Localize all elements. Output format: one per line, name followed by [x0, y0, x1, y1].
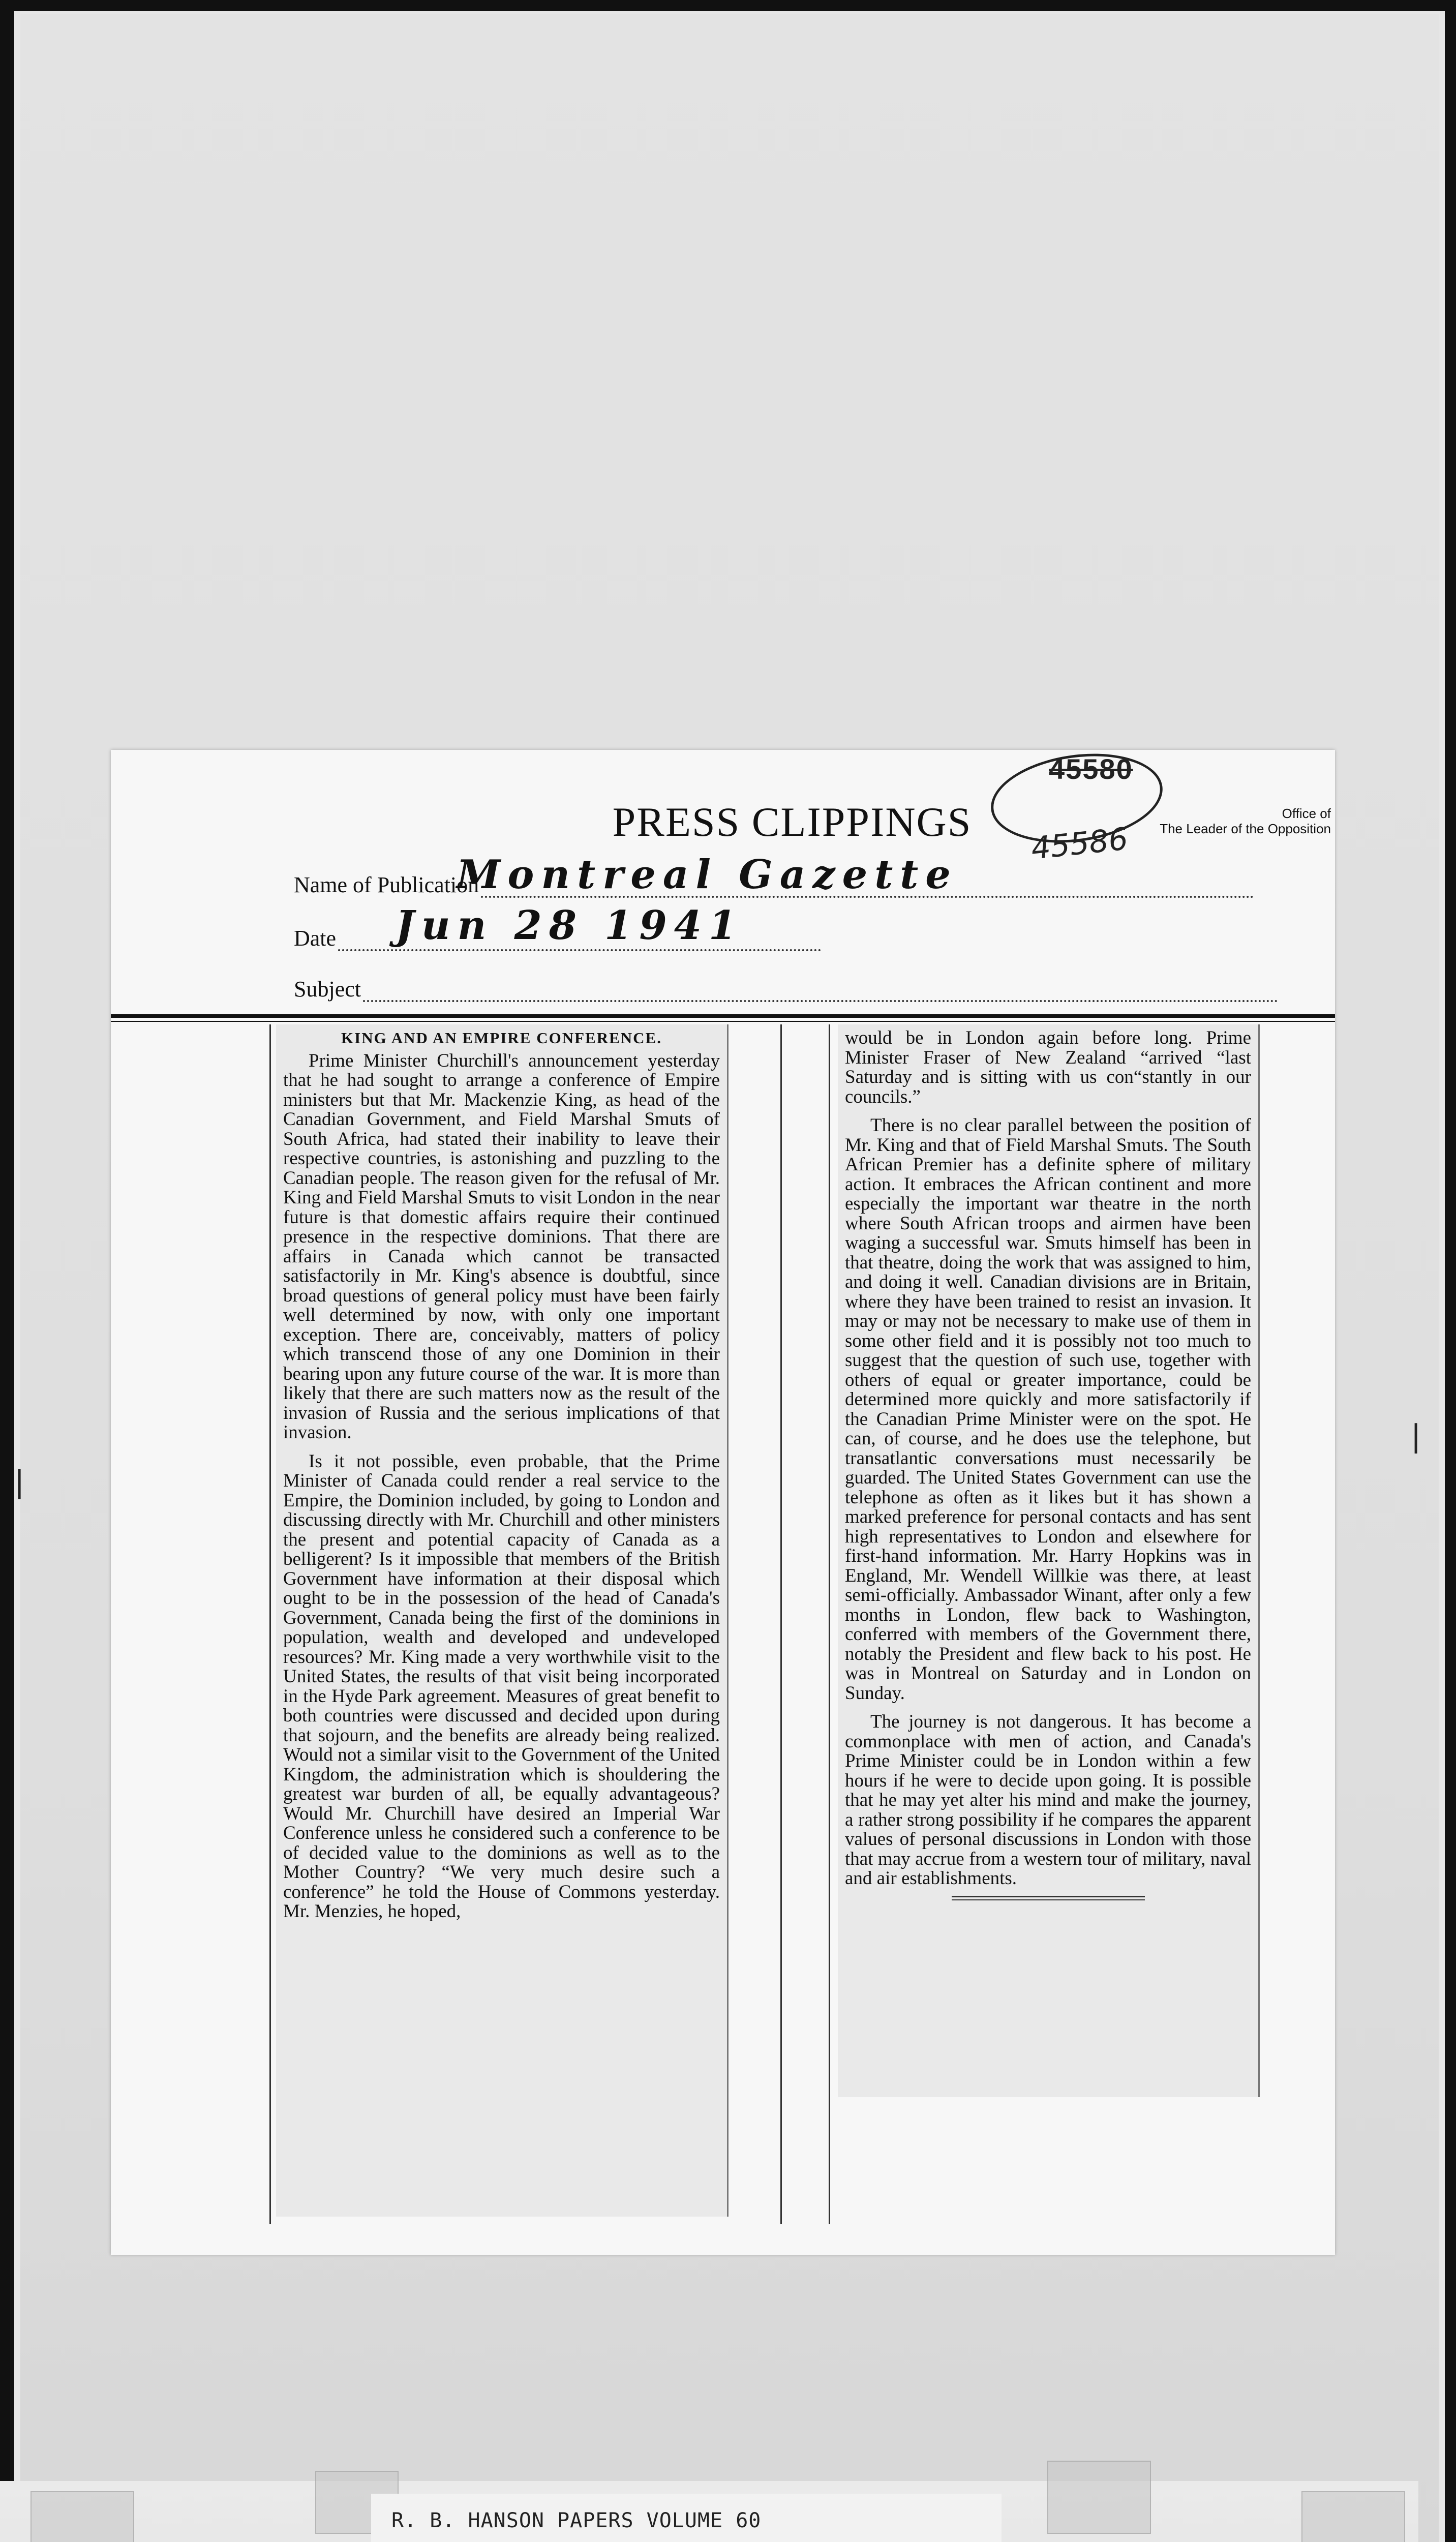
office-line-1: Office of [1282, 806, 1331, 821]
date-handwritten-value: Jun 28 1941 [396, 902, 744, 949]
stamp-old-number: 45580 [1049, 753, 1133, 785]
publication-label: Name of Publication [294, 872, 479, 897]
publication-handwritten-value: Montreal Gazette [457, 852, 958, 898]
article-column-1 [276, 1024, 729, 2217]
date-label: Date [294, 926, 337, 951]
press-clippings-sheet [111, 750, 1335, 2255]
header-rule-thin [111, 1021, 1335, 1022]
article-paragraph: Prime Minister Churchill's announcement yesterday that he had sought to arrange a conference of Empire ministers but that Mr. Mackenzie King, as head of the Canadian Government, and Field Marshal Smuts of South Africa, had stated their inability to leave their respective countries, is astonishing and puzzling to the Canadian people. The reason given for the refusal of Mr. King and Field Marshal Smuts to visit London in the near future is that domestic affairs require their continued presence in the respective dominions. That there are affairs in Canada which cannot be transacted satisfactorily in Mr. King's absence is doubtful, since broad questions of general policy must have been fairly well determined by now, with only one important exception. There are, conceivably, matters of policy which transcend those of any one Dominion in their bearing upon any future course of the war. It is more than likely that there are such matters now as the result of the invasion of Russia and the serious implications of that invasion. [283, 1050, 720, 1443]
page-title: PRESS CLIPPINGS [612, 799, 972, 845]
subject-field [294, 976, 1278, 1002]
article-paragraph: would be in London again before long. Prime Minister Fraser of New Zealand “arrived “last Saturday and is sitting with us con“stantly in our councils.” [845, 1027, 1251, 1107]
office-line-2: The Leader of the Opposition [1160, 821, 1331, 836]
article-column-2 [838, 1024, 1260, 2097]
column-divider-1 [269, 1024, 271, 2224]
tape-strip-right [1301, 2491, 1405, 2542]
article-paragraph: Is it not possible, even probable, that the Prime Minister of Canada could render a real service to the Empire, the Dominion included, by going to London and discussing directly with Mr. Churchill and other ministers the present and potential capacity of Canada as a belligerent? Is it impossible that members of the British Government have information at their disposal which ought to be in the possession of the head of Canada's Government, Canada being the first of the dominions in population, wealth and developed and undeveloped resources? Mr. King made a very worthwhile visit to the United States, the results of that visit being incorporated in the Hyde Park agreement. Measures of great benefit to both countries were discussed and decided upon during that sojourn, and the benefits are already being realized. Would not a similar visit to the Government of the United Kingdom, the administration which is shouldering the greatest war burden of all, be equally advantageous? Would Mr. Churchill have desired an Imperial War Conference unless he considered such a conference to be of decided value to the dominions as well as to the Mother Country? “We very much desire such a conference” he told the House of Commons yesterday. Mr. Menzies, he hoped, [283, 1450, 720, 1922]
header-rule-thick [111, 1014, 1335, 1018]
subject-dotted-line [363, 995, 1278, 1002]
scan-border-left [0, 0, 14, 2542]
article-end-rule [952, 1896, 1145, 1900]
column-divider-3 [829, 1024, 830, 2224]
edge-mark-right: | [1411, 1418, 1421, 1454]
scan-border-top [0, 0, 1456, 11]
subject-label: Subject [294, 977, 361, 1002]
stamp-new-number: 45586 [1029, 821, 1130, 867]
scan-border-right [1445, 0, 1456, 2542]
tape-strip-left [31, 2491, 134, 2542]
article-headline: KING AND AN EMPIRE CONFERENCE. [341, 1029, 662, 1047]
article-paragraph: There is no clear parallel between the position of Mr. King and that of Field Marshal Smuts. The South African Premier has a definite sphere of military action. It embraces the African continent and more especially the important war theatre in the north where South African troops and airmen have been waging a successful war. Smuts himself has been in that theatre, doing the work that was assigned to him, and doing it well. Canadian divisions are in Britain, where they have been trained to resist an invasion. It may or may not be necessary to make use of them in some other field and it is possibly not too much to suggest that the question of such use, together with others of equal or greater importance, could be determined more quickly and more satisfactorily if the Canadian Prime Minister were on the spot. He can, of course, and he does use the telephone, but transatlantic conversations must necessarily be guarded. The United States Government can use the telephone as often as it likes but it has shown a marked preference for personal contacts and has sent high representatives to London and elsewhere for first-hand information. Mr. Harry Hopkins was in England, Mr. Wendell Willkie was there, at least semi-officially. Ambassador Winant, after only a few months in London, flew back to Washington, conferred with members of the Government there, notably the President and flew back to his post. He was in Montreal on Saturday and in London on Sunday. [845, 1115, 1251, 1704]
office-caption [1148, 806, 1331, 836]
edge-mark-left: | [14, 1464, 25, 1500]
column-divider-2 [780, 1024, 782, 2224]
tape-corner-right [1047, 2461, 1151, 2534]
volume-label: R. B. HANSON PAPERS VOLUME 60 [371, 2494, 1002, 2542]
article-paragraph: The journey is not dangerous. It has become a commonplace with men of action, and Canada's Prime Minister could be in London within a few hours if he were to decide upon going. It is possible that he may yet alter his mind and make the journey, a rather strong possibility if he compares the apparent values of personal discussions in London with those that may accrue from a western tour of military, naval and air establishments. [845, 1711, 1251, 1889]
